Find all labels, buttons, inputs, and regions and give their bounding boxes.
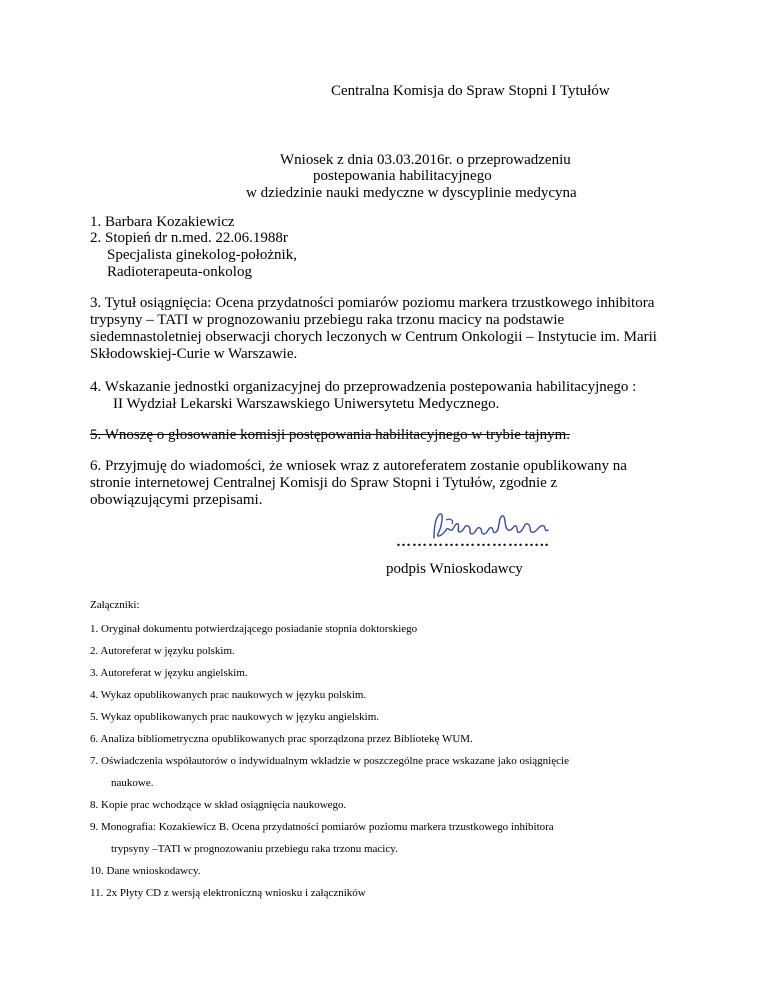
- signature-dotted-line: ………………………..: [396, 534, 550, 550]
- item-6-line-1: 6. Przyjmuję do wiadomości, że wniosek wraz z autoreferatem zostanie opublikowany na: [90, 458, 627, 474]
- item-3-line-2: trypsyny – TATI w prognozowaniu przebiegu raka trzonu macicy na podstawie: [90, 312, 565, 328]
- item-3-line-1: 3. Tytuł osiągnięcia: Ocena przydatności pomiarów poziomu markera trzustkowego inhibitora: [90, 295, 655, 311]
- item-5-struck: 5. Wnoszę o głosowanie komisji postępowania habilitacyjnego w trybie tajnym.: [90, 427, 571, 443]
- attachment-item: 1. Oryginał dokumentu potwierdzającego posiadanie stopnia doktorskiego: [90, 623, 418, 635]
- request-line-2: postepowania habilitacyjnego: [313, 168, 492, 184]
- item-2-specialty: Specjalista ginekolog-położnik,: [107, 247, 297, 263]
- item-6-line-3: obowiązującymi przepisami.: [90, 492, 263, 508]
- item-3-line-4: Skłodowskiej-Curie w Warszawie.: [90, 346, 298, 362]
- request-line-3: w dziedzinie nauki medyczne w dyscyplinie medycyna: [246, 185, 577, 201]
- attachment-item: 8. Kopie prac wchodzące w skład osiągnięcia naukowego.: [90, 799, 347, 811]
- item-2-degree: 2. Stopień dr n.med. 22.06.1988r: [90, 230, 288, 246]
- item-6-line-2: stronie internetowej Centralnej Komisji do Spraw Stopni i Tytułów, zgodnie z: [90, 475, 558, 491]
- attachment-item-continuation: trypsyny –TATI w prognozowaniu przebiegu raka trzonu macicy.: [111, 843, 398, 855]
- signature-label: podpis Wnioskodawcy: [386, 561, 523, 577]
- attachment-item: 6. Analiza bibliometryczna opublikowanych prac sporządzona przez Bibliotekę WUM.: [90, 733, 473, 745]
- attachment-item: 9. Monografia: Kozakiewicz B. Ocena przydatności pomiarów poziomu markera trzustkowego inhibitora: [90, 821, 554, 833]
- item-4-line-1: 4. Wskazanie jednostki organizacyjnej do przeprowadzenia postepowania habilitacyjnego :: [90, 379, 637, 395]
- attachment-item: 4. Wykaz opublikowanych prac naukowych w języku polskim.: [90, 689, 367, 701]
- item-3-line-3: siedemnastoletniej obserwacji chorych leczonych w Centrum Onkologii – Instytucie im. Marii: [90, 329, 657, 345]
- commission-heading: Centralna Komisja do Spraw Stopni I Tytułów: [331, 83, 610, 99]
- attachment-item-continuation: naukowe.: [111, 777, 154, 789]
- attachment-item: 10. Dane wnioskodawcy.: [90, 865, 201, 877]
- attachment-item: 3. Autoreferat w języku angielskim.: [90, 667, 248, 679]
- item-4-line-2: II Wydział Lekarski Warszawskiego Uniwersytetu Medycznego.: [113, 396, 500, 412]
- attachment-item: 2. Autoreferat w języku polskim.: [90, 645, 235, 657]
- attachment-item: 11. 2x Płyty CD z wersją elektroniczną wniosku i załączników: [90, 887, 366, 899]
- item-2-specialty-2: Radioterapeuta-onkolog: [107, 264, 252, 280]
- attachments-heading: Załączniki:: [90, 599, 140, 611]
- attachment-item: 7. Oświadczenia współautorów o indywidualnym wkładzie w poszczególne prace wskazane jako osiągnięcie: [90, 755, 569, 767]
- item-1-name: 1. Barbara Kozakiewicz: [90, 214, 235, 230]
- attachment-item: 5. Wykaz opublikowanych prac naukowych w języku angielskim.: [90, 711, 380, 723]
- request-line-1: Wniosek z dnia 03.03.2016r. o przeprowadzeniu: [280, 152, 571, 168]
